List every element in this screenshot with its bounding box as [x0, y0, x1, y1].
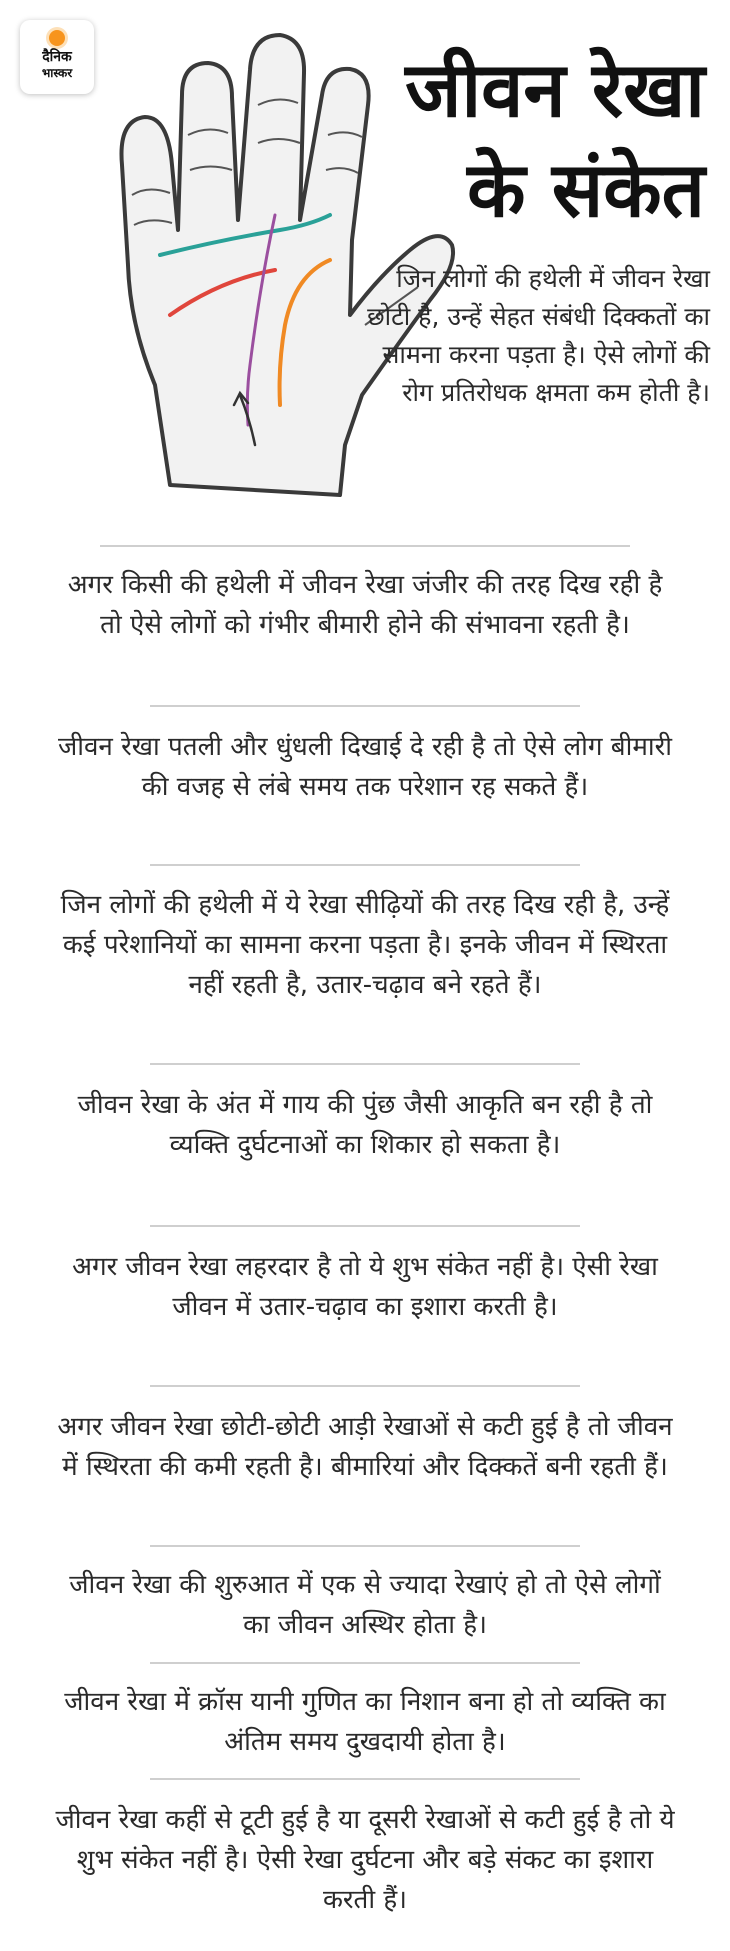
divider — [150, 864, 580, 866]
page-title — [275, 40, 705, 240]
divider — [100, 545, 630, 547]
divider — [150, 1545, 580, 1547]
logo-line-2: भास्कर — [41, 66, 73, 80]
tip-ladder-line: जिन लोगों की हथेली में ये रेखा सीढ़ियों की तरह दिख रही है, उन्हें कई परेशानियों का सामना करना पड़ता है। इनके जीवन में स्थिरता नहीं रहती है, उतार-चढ़ाव बने रहते हैं। — [60, 890, 670, 1000]
dainik-bhaskar-logo — [20, 20, 94, 94]
divider — [150, 1385, 580, 1387]
tip-broken-line: जीवन रेखा कहीं से टूटी हुई है या दूसरी रेखाओं से कटी हुई है तो ये शुभ संकेत नहीं है। ऐसी रेखा दुर्घटना और बड़े संकट का इशारा करती हैं। — [55, 1805, 675, 1915]
tip-chain-line: अगर किसी की हथेली में जीवन रेखा जंजीर की तरह दिख रही है तो ऐसे लोगों को गंभीर बीमारी होने की संभावना रहती है। — [67, 570, 663, 640]
divider — [150, 1225, 580, 1227]
tip-thin-line: जीवन रेखा पतली और धुंधली दिखाई दे रही है तो ऐसे लोग बीमारी की वजह से लंबे समय तक परेशान रह सकते हैं। — [57, 732, 673, 802]
tip-cross-cuts: अगर जीवन रेखा छोटी-छोटी आड़ी रेखाओं से कटी हुई है तो जीवन में स्थिरता की कमी रहती है। बीमारियां और दिक्कतें बनी रहती हैं। — [57, 1412, 673, 1482]
divider — [150, 1662, 580, 1664]
sun-logo-icon — [49, 30, 65, 46]
tip-tail-end: जीवन रेखा के अंत में गाय की पुंछ जैसी आकृति बन रही है तो व्यक्ति दुर्घटनाओं का शिकार हो सकता है। — [77, 1090, 653, 1160]
logo-line-1: दैनिक — [42, 49, 72, 65]
divider — [150, 1778, 580, 1780]
tip-wavy-line: अगर जीवन रेखा लहरदार है तो ये शुभ संकेत नहीं है। ऐसी रेखा जीवन में उतार-चढ़ाव का इशारा करती है। — [72, 1252, 658, 1322]
divider — [150, 705, 580, 707]
title-line-1: जीवन रेखा — [405, 45, 705, 134]
tip-cross-mark: जीवन रेखा में क्रॉस यानी गुणित का निशान बना हो तो व्यक्ति का अंतिम समय दुखदायी होता है। — [64, 1687, 666, 1757]
tip-multiple-start: जीवन रेखा की शुरुआत में एक से ज्यादा रेखाएं हो तो ऐसे लोगों का जीवन अस्थिर होता है। — [69, 1570, 661, 1640]
intro-text: जिन लोगों की हथेली में जीवन रेखा छोटी है, उन्हें सेहत संबंधी दिक्कतों का सामना करना पड़ता है। ऐसे लोगों की रोग प्रतिरोधक क्षमता कम होती है। — [367, 264, 710, 407]
title-line-2: के संकेत — [467, 145, 705, 234]
divider — [150, 1063, 580, 1065]
